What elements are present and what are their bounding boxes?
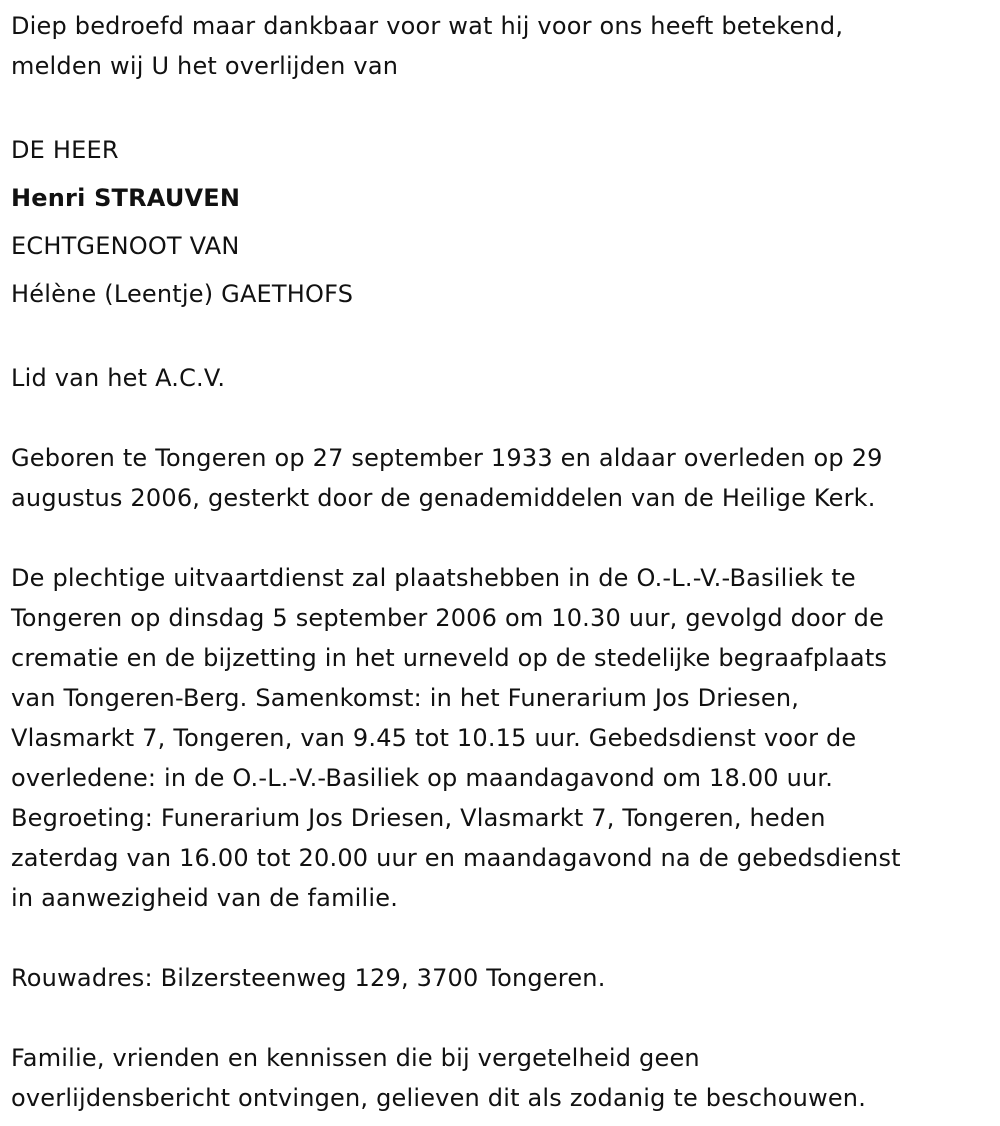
- spacer: [11, 518, 986, 558]
- spacer: [11, 398, 986, 438]
- spacer: [11, 918, 986, 958]
- relation-label: ECHTGENOOT VAN: [11, 232, 240, 260]
- closing-paragraph: Familie, vrienden en kennissen die bij vergetelheid geen overlijdensbericht ontvingen, gelieven dit als zodanig te beschouwen.: [11, 1044, 867, 1112]
- birth-death-paragraph: Geboren te Tongeren op 27 september 1933 en aldaar overleden op 29 augustus 2006, gesterkt door de genademiddelen van de Heilige Kerk.: [11, 444, 883, 512]
- honorific: DE HEER: [11, 136, 119, 164]
- spacer: [11, 998, 986, 1038]
- spacer: [11, 86, 986, 126]
- spouse-name: Hélène (Leentje) GAETHOFS: [11, 280, 354, 308]
- obituary-notice: [11, 6, 986, 1118]
- address-line: Rouwadres: Bilzersteenweg 129, 3700 Tongeren.: [11, 964, 606, 992]
- deceased-name: Henri STRAUVEN: [11, 184, 241, 212]
- membership-line: Lid van het A.C.V.: [11, 364, 226, 392]
- intro-paragraph: Diep bedroefd maar dankbaar voor wat hij voor ons heeft betekend, melden wij U het overlijden van: [11, 12, 844, 80]
- ceremony-paragraph: De plechtige uitvaartdienst zal plaatshebben in de O.-L.-V.-Basiliek te Tongeren op dinsdag 5 september 2006 om 10.30 uur, gevolgd door de crematie en de bijzetting in het urneveld op de stedelijke begraafplaats van Tongeren-Berg. Samenkomst: in het Funerarium Jos Driesen, Vlasmarkt 7, Tongeren, van 9.45 tot 10.15 uur. Gebedsdienst voor de overledene: in de O.-L.-V.-Basiliek op maandagavond om 18.00 uur. Begroeting: Funerarium Jos Driesen, Vlasmarkt 7, Tongeren, heden zaterdag van 16.00 tot 20.00 uur en maandagavond na de gebedsdienst in aanwezigheid van de familie.: [11, 564, 901, 912]
- spacer: [11, 318, 986, 358]
